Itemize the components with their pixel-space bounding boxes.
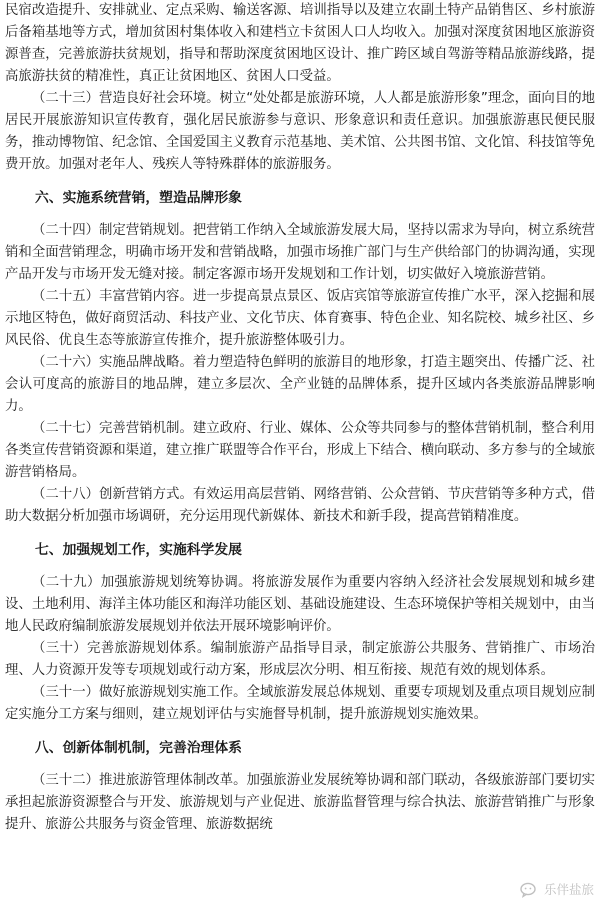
- section-gap: [0, 726, 600, 737]
- paragraph: （二十七）完善营销机制。建立政府、行业、媒体、公众等共同参与的整体营销机制，整合利用各类宣传营销资源和渠道，建立推广联盟等合作平台，形成上下结合、横向联动、多方参与的全域旅游营销格局。: [5, 421, 595, 480]
- paragraph: （二十九）加强旅游规划统筹协调。将旅游发展作为重要内容纳入经济社会发展规划和城乡建设、土地利用、海洋主体功能区和海洋功能区划、基础设施建设、生态环境保护等相关规划中，由当地人民政府编制旅游发展规划并依法开展环境影响评价。: [5, 575, 595, 634]
- section-gap: [0, 759, 600, 770]
- watermark-text: 乐伴盐旅: [543, 882, 594, 897]
- paragraph: （二十四）制定营销规划。把营销工作纳入全域旅游发展大局，坚持以需求为导向，树立系统营销和全面营销理念，明确市场开发和营销战略，加强市场推广部门与生产供给部门的协调沟通，实现产品开发与市场开发无缝对接。制定客源市场开发规划和工作计划，切实做好入境旅游营销。: [5, 223, 595, 282]
- paragraph: （二十六）实施品牌战略。着力塑造特色鲜明的旅游目的地形象，打造主题突出、传播广泛、社会认可度高的旅游目的地品牌，建立多层次、全产业链的品牌体系，提升区域内各类旅游品牌影响力。: [5, 355, 595, 414]
- paragraph: （三十）完善旅游规划体系。编制旅游产品指导目录，制定旅游公共服务、营销推广、市场治理、人力资源开发等专项规划或行动方案，形成层次分明、相互衔接、规范有效的规划体系。: [5, 641, 595, 678]
- paragraph: 民宿改造提升、安排就业、定点采购、输送客源、培训指导以及建立农副土特产品销售区、乡村旅游后备箱基地等方式，增加贫困村集体收入和建档立卡贫困人口人均收入。加强对深度贫困地区旅游资源普查，完善旅游扶贫规划，指导和帮助深度贫困地区设计、推广跨区域自驾游等精品旅游线路，提高旅游扶贫的精准性，真正让贫困地区、贫困人口受益。: [5, 3, 595, 84]
- section-gap: [0, 176, 600, 187]
- section-gap: [0, 209, 600, 220]
- paragraph: （三十二）推进旅游管理体制改革。加强旅游业发展统筹协调和部门联动，各级旅游部门要切实承担起旅游资源整合与开发、旅游规划与产业促进、旅游监督管理与综合执法、旅游营销推广与形象提升、旅游公共服务与资金管理、旅游数据统: [5, 773, 595, 832]
- watermark: [520, 881, 594, 899]
- paragraph: （三十一）做好旅游规划实施工作。全域旅游发展总体规划、重要专项规划及重点项目规划应制定实施分工方案与细则，建立规划评估与实施督导机制，提升旅游规划实施效果。: [5, 685, 595, 722]
- section-gap: [0, 561, 600, 572]
- paragraph: （二十三）营造良好社会环境。树立“处处都是旅游环境，人人都是旅游形象”理念，面向目的地居民开展旅游知识宣传教育，强化居民旅游参与意识、形象意识和责任意识。加强旅游惠民便民服务，推动博物馆、纪念馆、全国爱国主义教育示范基地、美术馆、公共图书馆、文化馆、科技馆等免费开放。加强对老年人、残疾人等特殊群体的旅游服务。: [5, 91, 595, 172]
- section-heading: 七、加强规划工作，实施科学发展: [35, 542, 242, 558]
- section-heading: 六、实施系统营销，塑造品牌形象: [35, 190, 242, 206]
- section-heading: 八、创新体制机制，完善治理体系: [35, 740, 242, 756]
- section-gap: [0, 528, 600, 539]
- wechat-bubble-icon: [520, 882, 540, 898]
- paragraph: （二十五）丰富营销内容。进一步提高景点景区、饭店宾馆等旅游宣传推广水平，深入挖掘和展示地区特色，做好商贸活动、科技产业、文化节庆、体育赛事、特色企业、知名院校、城乡社区、乡风民俗、优良生态等旅游宣传推介，提升旅游整体吸引力。: [5, 289, 595, 348]
- paragraph: （二十八）创新营销方式。有效运用高层营销、网络营销、公众营销、节庆营销等多种方式，借助大数据分析加强市场调研，充分运用现代新媒体、新技术和新手段，提高营销精准度。: [5, 487, 595, 524]
